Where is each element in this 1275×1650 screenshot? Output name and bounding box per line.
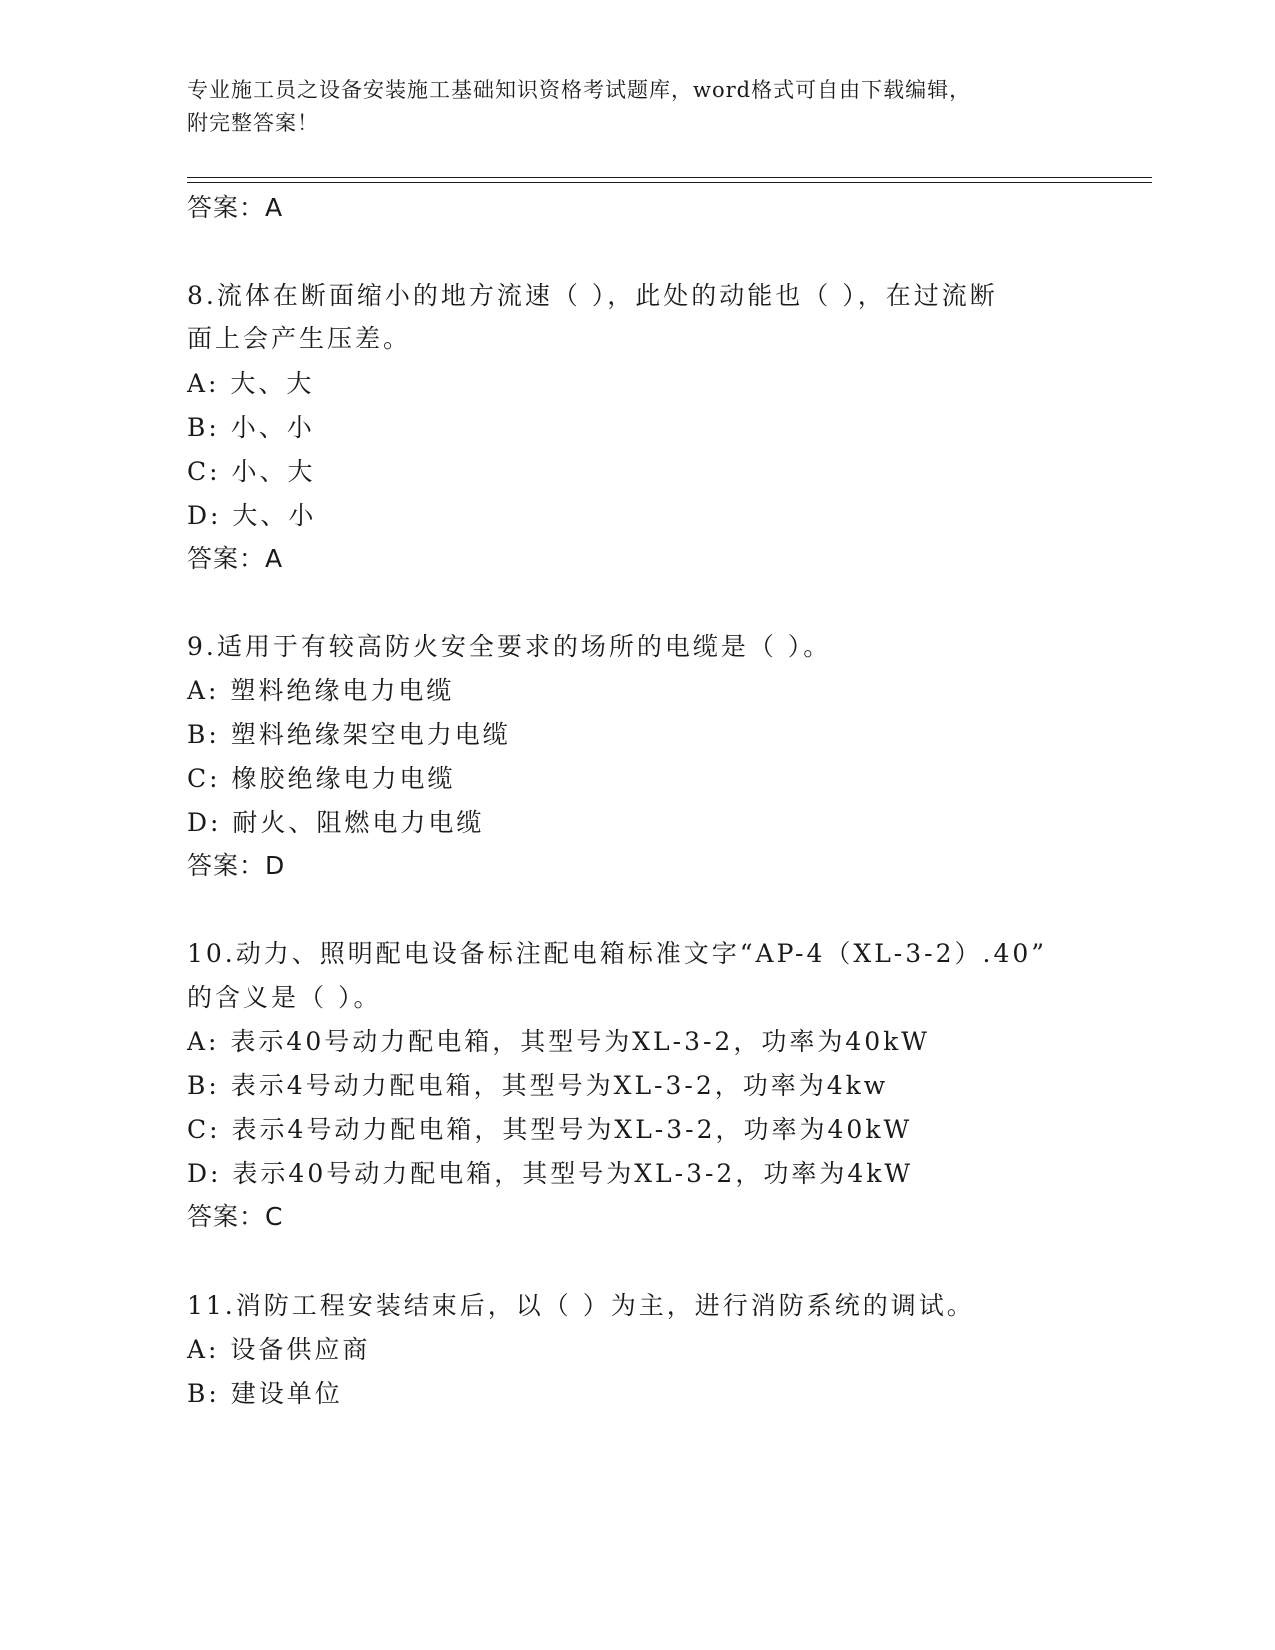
q10-option-c: C: 表示4号动力配电箱，其型号为XL-3-2，功率为40kW <box>187 1115 913 1144</box>
q9-stem-line-1: 9.适用于有较高防火安全要求的场所的电缆是（ ）。 <box>187 632 832 661</box>
q9-option-d: D: 耐火、阻燃电力电缆 <box>187 808 485 837</box>
q9-option-a: A: 塑料绝缘电力电缆 <box>187 676 455 705</box>
q10-option-b: B: 表示4号动力配电箱，其型号为XL-3-2，功率为4kw <box>187 1071 889 1100</box>
header-line-1: 专业施工员之设备安装施工基础知识资格考试题库，word格式可自由下载编辑， <box>187 78 972 102</box>
q10-stem-line-1: 10.动力、照明配电设备标注配电箱标准文字“AP-4（XL-3-2）.40” <box>187 939 1048 968</box>
q8-option-a: A: 大、大 <box>187 369 315 398</box>
q10-option-d: D: 表示40号动力配电箱，其型号为XL-3-2，功率为4kW <box>187 1159 914 1188</box>
q11-stem-line-1: 11.消防工程安装结束后，以（ ）为主，进行消防系统的调试。 <box>187 1291 975 1320</box>
document-header <box>187 74 1067 140</box>
q11-option-a: A: 设备供应商 <box>187 1335 371 1364</box>
q8-option-c: C: 小、大 <box>187 457 316 486</box>
q9-option-b: B: 塑料绝缘架空电力电缆 <box>187 720 511 749</box>
header-divider-bottom <box>187 182 1152 183</box>
q8-stem-line-1: 8.流体在断面缩小的地方流速（ ），此处的动能也（ ），在过流断 <box>187 281 998 310</box>
q8-option-b: B: 小、小 <box>187 413 315 442</box>
q8-answer: 答案：A <box>187 544 284 573</box>
header-divider-top <box>187 177 1152 178</box>
header-line-2: 附完整答案！ <box>187 111 319 135</box>
q9-answer: 答案：D <box>187 851 286 880</box>
previous-answer: 答案：A <box>187 193 284 222</box>
q9-option-c: C: 橡胶绝缘电力电缆 <box>187 764 456 793</box>
q10-answer: 答案：C <box>187 1202 284 1231</box>
q8-stem-line-2: 面上会产生压差。 <box>187 324 412 353</box>
q10-option-a: A: 表示40号动力配电箱，其型号为XL-3-2，功率为40kW <box>187 1027 930 1056</box>
q8-option-d: D: 大、小 <box>187 501 317 530</box>
q11-option-b: B: 建设单位 <box>187 1379 343 1408</box>
q10-stem-line-2: 的含义是（ ）。 <box>187 983 382 1012</box>
